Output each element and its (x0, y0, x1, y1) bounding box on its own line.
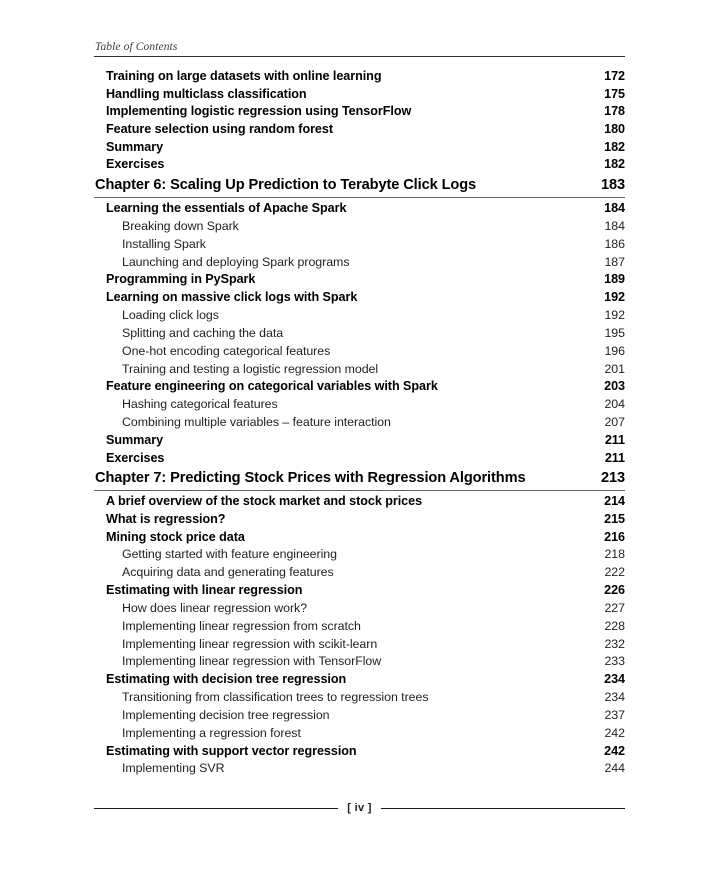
toc-entry-title: Implementing linear regression with scikit-learn (122, 636, 378, 651)
toc-entry-page-number: 211 (604, 450, 625, 465)
toc-entry-page-number: 203 (604, 379, 625, 394)
toc-entry-title: Handling multiclass classification (106, 86, 307, 101)
toc-entry-title: Implementing SVR (122, 761, 225, 776)
toc-entry-page-number: 215 (604, 511, 625, 526)
page-number-marker: [ iv ] (347, 802, 372, 814)
toc-entry-page-number: 216 (604, 529, 625, 544)
toc-entry-page-number: 195 (604, 325, 625, 340)
toc-entry-title: Implementing logistic regression using TensorFlow (106, 104, 412, 119)
toc-entry-page-number: 184 (604, 218, 625, 233)
toc-entry-title: Installing Spark (122, 236, 206, 251)
running-header (94, 40, 625, 57)
toc-entry-title: Implementing linear regression with TensorFlow (122, 654, 382, 669)
toc-entry-title: Estimating with decision tree regression (106, 672, 347, 687)
toc-entry-page-number: 214 (604, 494, 625, 509)
toc-section-row[interactable] (94, 200, 625, 218)
toc-section-row[interactable] (94, 103, 625, 121)
toc-entry-page-number: 207 (604, 415, 625, 429)
toc-entry-page-number: 178 (604, 104, 625, 119)
toc-entry-title: Getting started with feature engineering (122, 547, 337, 562)
toc-entry-page-number: 201 (604, 361, 625, 376)
toc-section-row[interactable] (94, 156, 625, 174)
toc-entry-page-number: 213 (600, 470, 625, 487)
toc-entry-title: Feature engineering on categorical variables with Spark (106, 379, 438, 394)
toc-entry-page-number: 180 (604, 122, 625, 137)
toc-section-row[interactable] (94, 378, 625, 396)
toc-entry-page-number: 183 (600, 177, 625, 194)
toc-entry-title: Launching and deploying Spark programs (122, 254, 350, 269)
toc-entry-page-number: 184 (604, 201, 625, 216)
toc-entry-title: Exercises (106, 157, 165, 172)
toc-entry-title: Feature selection using random forest (106, 122, 333, 137)
toc-section-row[interactable] (94, 432, 625, 450)
toc-entry-page-number: 187 (604, 254, 625, 269)
toc-section-row[interactable] (94, 582, 625, 600)
toc-subsection-row[interactable] (94, 414, 625, 432)
toc-entry-page-number: 211 (604, 432, 625, 447)
toc-subsection-row[interactable] (94, 618, 625, 636)
toc-entry-title: Acquiring data and generating features (122, 565, 334, 580)
toc-subsection-row[interactable] (94, 361, 625, 379)
toc-entry-page-number: 242 (604, 725, 625, 740)
toc-entry-page-number: 232 (604, 636, 625, 651)
toc-chapter-row[interactable] (94, 176, 625, 198)
toc-entry-title: Training and testing a logistic regression model (122, 361, 379, 376)
toc-subsection-row[interactable] (94, 343, 625, 361)
toc-subsection-row[interactable] (94, 325, 625, 343)
toc-entry-page-number: 196 (604, 343, 625, 358)
toc-entry-title: Implementing a regression forest (122, 725, 301, 740)
toc-entry-title: Summary (106, 432, 164, 447)
toc-entry-title: Breaking down Spark (122, 218, 239, 233)
toc-entry-title: What is regression? (106, 511, 226, 526)
toc-entry-page-number: 242 (604, 743, 625, 758)
toc-subsection-row[interactable] (94, 254, 625, 272)
toc-entry-page-number: 234 (604, 690, 625, 705)
toc-entry-title: Combining multiple variables – feature interaction (122, 415, 391, 429)
toc-entry-page-number: 234 (604, 672, 625, 687)
toc-entry-page-number: 186 (604, 236, 625, 251)
toc-entry-page-number: 192 (604, 290, 625, 305)
footer-rule-right (381, 808, 625, 809)
toc-entry-page-number: 192 (604, 307, 625, 322)
toc-section-row[interactable] (94, 86, 625, 104)
toc-subsection-row[interactable] (94, 600, 625, 618)
toc-list (94, 68, 625, 778)
toc-subsection-row[interactable] (94, 396, 625, 414)
toc-entry-title: Hashing categorical features (122, 397, 278, 412)
toc-entry-title: Training on large datasets with online learning (106, 69, 382, 83)
toc-section-row[interactable] (94, 139, 625, 157)
toc-entry-title: Transitioning from classification trees to regression trees (122, 690, 429, 705)
toc-entry-title: Implementing decision tree regression (122, 707, 330, 722)
footer-rule-left (94, 808, 338, 809)
toc-subsection-row[interactable] (94, 689, 625, 707)
toc-entry-title: Learning on massive click logs with Spark (106, 290, 358, 305)
toc-section-row[interactable] (94, 743, 625, 761)
toc-entry-page-number: 175 (604, 86, 625, 101)
toc-entry-page-number: 222 (604, 565, 625, 580)
toc-entry-page-number: 227 (604, 600, 625, 615)
toc-entry-page-number: 189 (604, 272, 625, 287)
toc-section-row[interactable] (94, 289, 625, 307)
toc-entry-title: Chapter 7: Predicting Stock Prices with Regression Algorithms (95, 470, 526, 487)
toc-section-row[interactable] (94, 529, 625, 547)
toc-entry-title: Splitting and caching the data (122, 325, 284, 340)
toc-subsection-row[interactable] (94, 636, 625, 654)
toc-entry-page-number: 218 (604, 547, 625, 562)
toc-section-row[interactable] (94, 271, 625, 289)
toc-subsection-row[interactable] (94, 236, 625, 254)
page-footer (94, 802, 625, 814)
toc-entry-title: One-hot encoding categorical features (122, 343, 331, 358)
toc-entry-title: A brief overview of the stock market and stock prices (106, 494, 423, 509)
toc-entry-title: Chapter 6: Scaling Up Prediction to Terabyte Click Logs (95, 177, 477, 194)
toc-section-row[interactable] (94, 671, 625, 689)
toc-entry-title: Mining stock price data (106, 529, 245, 544)
toc-entry-title: Programming in PySpark (106, 272, 256, 287)
toc-entry-page-number: 237 (604, 707, 625, 722)
toc-subsection-row[interactable] (94, 707, 625, 725)
toc-section-row[interactable] (94, 68, 625, 86)
running-header-title: Table of Contents (95, 41, 178, 53)
toc-entry-title: Implementing linear regression from scratch (122, 618, 361, 633)
toc-subsection-row[interactable] (94, 760, 625, 778)
toc-subsection-row[interactable] (94, 546, 625, 564)
toc-entry-title: Estimating with linear regression (106, 583, 303, 598)
toc-entry-page-number: 172 (604, 69, 625, 83)
toc-entry-page-number: 228 (604, 618, 625, 633)
toc-entry-page-number: 244 (604, 761, 625, 776)
toc-subsection-row[interactable] (94, 218, 625, 236)
toc-entry-title: How does linear regression work? (122, 600, 308, 615)
toc-entry-title: Summary (106, 139, 164, 154)
toc-chapter-row[interactable] (94, 469, 625, 491)
toc-entry-page-number: 182 (604, 139, 625, 154)
toc-entry-title: Exercises (106, 450, 165, 465)
toc-entry-page-number: 226 (604, 583, 625, 598)
toc-subsection-row[interactable] (94, 725, 625, 743)
toc-entry-title: Loading click logs (122, 307, 219, 322)
toc-subsection-row[interactable] (94, 307, 625, 325)
toc-section-row[interactable] (94, 511, 625, 529)
toc-entry-page-number: 204 (604, 397, 625, 412)
toc-subsection-row[interactable] (94, 653, 625, 671)
toc-subsection-row[interactable] (94, 564, 625, 582)
toc-entry-title: Estimating with support vector regression (106, 743, 357, 758)
toc-section-row[interactable] (94, 450, 625, 468)
toc-entry-page-number: 233 (604, 654, 625, 669)
toc-entry-title: Learning the essentials of Apache Spark (106, 201, 347, 216)
toc-section-row[interactable] (94, 493, 625, 511)
toc-section-row[interactable] (94, 121, 625, 139)
toc-entry-page-number: 182 (604, 157, 625, 172)
running-header-rule (94, 56, 625, 57)
